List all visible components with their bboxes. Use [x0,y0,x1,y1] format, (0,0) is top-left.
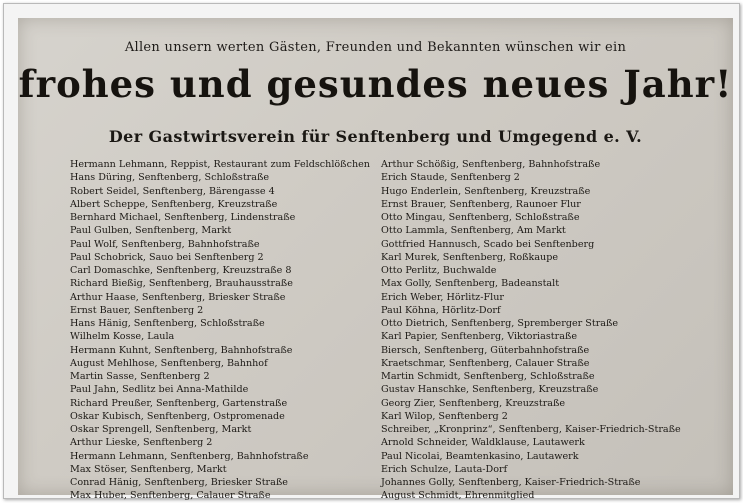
member-entry: Martin Sasse, Senftenberg 2 [70,371,210,382]
member-entry: Schreiber, „Kronprinz“, Senftenberg, Kaiser-Friedrich-Straße [381,424,681,435]
member-list-right [381,158,711,503]
member-list-left [70,158,375,503]
member-entry: Otto Perlitz, Buchwalde [381,265,497,276]
member-entry: Bernhard Michael, Senftenberg, Lindenstraße [70,212,296,223]
member-entry: Richard Preußer, Senftenberg, Gartenstraße [70,397,288,409]
member-entry: Johannes Golly, Senftenberg, Kaiser-Friedrich-Straße [381,477,641,488]
member-entry: Arthur Lieske, Senftenberg 2 [70,437,213,449]
member-entry: Hermann Lehmann, Senftenberg, Bahnhofstraße [70,450,309,462]
member-entry: Biersch, Senftenberg, Güterbahnhofstraße [381,344,590,356]
member-entry: Erich Staude, Senftenberg 2 [381,172,520,184]
member-entry: Karl Papier, Senftenberg, Viktoriastraße [381,331,578,343]
member-entry: Paul Jahn, Sedlitz bei Anna-Mathilde [70,384,249,396]
member-entry: Paul Köhna, Hörlitz-Dorf [381,304,501,316]
member-entry: Conrad Hänig, Senftenberg, Briesker Straße [70,477,288,488]
newspaper-clipping [18,18,733,502]
member-entry: Hans Hänig, Senftenberg, Schloßstraße [70,318,265,329]
member-entry: Paul Gulben, Senftenberg, Markt [70,225,232,237]
member-entry: August Mehlhose, Senftenberg, Bahnhof [70,357,268,369]
greeting-line: Allen unsern werten Gästen, Freunden und Bekannten wünschen wir ein [124,40,627,55]
member-entry: Wilhelm Kosse, Laula [70,331,175,343]
photo-frame [3,3,740,502]
member-entry: Ernst Brauer, Senftenberg, Raunoer Flur [381,198,581,210]
member-entry: Ernst Bauer, Senftenberg 2 [70,304,204,316]
member-entry: Gottfried Hannusch, Scado bei Senftenberg [381,238,595,250]
member-entry: Hugo Enderlein, Senftenberg, Kreuzstraße [381,185,591,197]
member-entry: August Schmidt, Ehrenmitglied [381,490,535,502]
headline: frohes und gesundes neues Jahr! [18,62,733,106]
association-name: Der Gastwirtsverein für Senftenberg und Umgegend e. V. [108,127,643,146]
member-entry: Paul Nicolai, Beamtenkasino, Lautawerk [381,450,579,462]
member-entry: Max Huber, Senftenberg, Calauer Straße [70,490,271,502]
member-entry: Hermann Lehmann, Reppist, Restaurant zum Feldschlößchen [70,159,370,170]
member-entry: Otto Lammla, Senftenberg, Am Markt [381,225,566,237]
member-entry: Otto Dietrich, Senftenberg, Spremberger Straße [381,318,619,329]
member-entry: Arthur Schößig, Senftenberg, Bahnhofstraße [381,159,601,170]
member-entry: Arnold Schneider, Waldklause, Lautawerk [381,437,585,449]
member-entry: Karl Murek, Senftenberg, Roßkaupe [381,251,559,263]
member-entry: Georg Zier, Senftenberg, Kreuzstraße [381,397,566,409]
member-entry: Albert Scheppe, Senftenberg, Kreuzstraße [70,198,278,210]
member-entry: Carl Domaschke, Senftenberg, Kreuzstraße 8 [70,265,292,276]
member-entry: Erich Schulze, Lauta-Dorf [381,463,508,475]
member-entry: Martin Schmidt, Senftenberg, Schloßstraße [381,371,595,382]
member-entry: Hermann Kuhnt, Senftenberg, Bahnhofstraße [70,344,293,356]
member-entry: Arthur Haase, Senftenberg, Briesker Straße [70,291,286,303]
member-entry: Oskar Kubisch, Senftenberg, Ostpromenade [70,410,285,422]
member-entry: Richard Bießig, Senftenberg, Brauhausstraße [70,278,293,290]
member-entry: Paul Schobrick, Sauo bei Senftenberg 2 [70,251,264,263]
member-entry: Max Golly, Senftenberg, Badeanstalt [381,278,560,290]
member-entry: Gustav Hanschke, Senftenberg, Kreuzstraße [381,384,599,396]
member-entry: Karl Wilop, Senftenberg 2 [381,410,508,422]
member-entry: Erich Weber, Hörlitz-Flur [381,291,504,303]
member-entry: Hans Düring, Senftenberg, Schloßstraße [70,172,270,184]
member-entry: Oskar Sprengell, Senftenberg, Markt [70,424,252,435]
member-entry: Paul Wolf, Senftenberg, Bahnhofstraße [70,238,260,250]
member-entry: Robert Seidel, Senftenberg, Bärengasse 4 [70,185,275,197]
member-entry: Max Stöser, Senftenberg, Markt [70,463,227,475]
member-entry: Kraetschmar, Senftenberg, Calauer Straße [381,357,590,369]
member-entry: Otto Mingau, Senftenberg, Schloßstraße [381,212,580,223]
